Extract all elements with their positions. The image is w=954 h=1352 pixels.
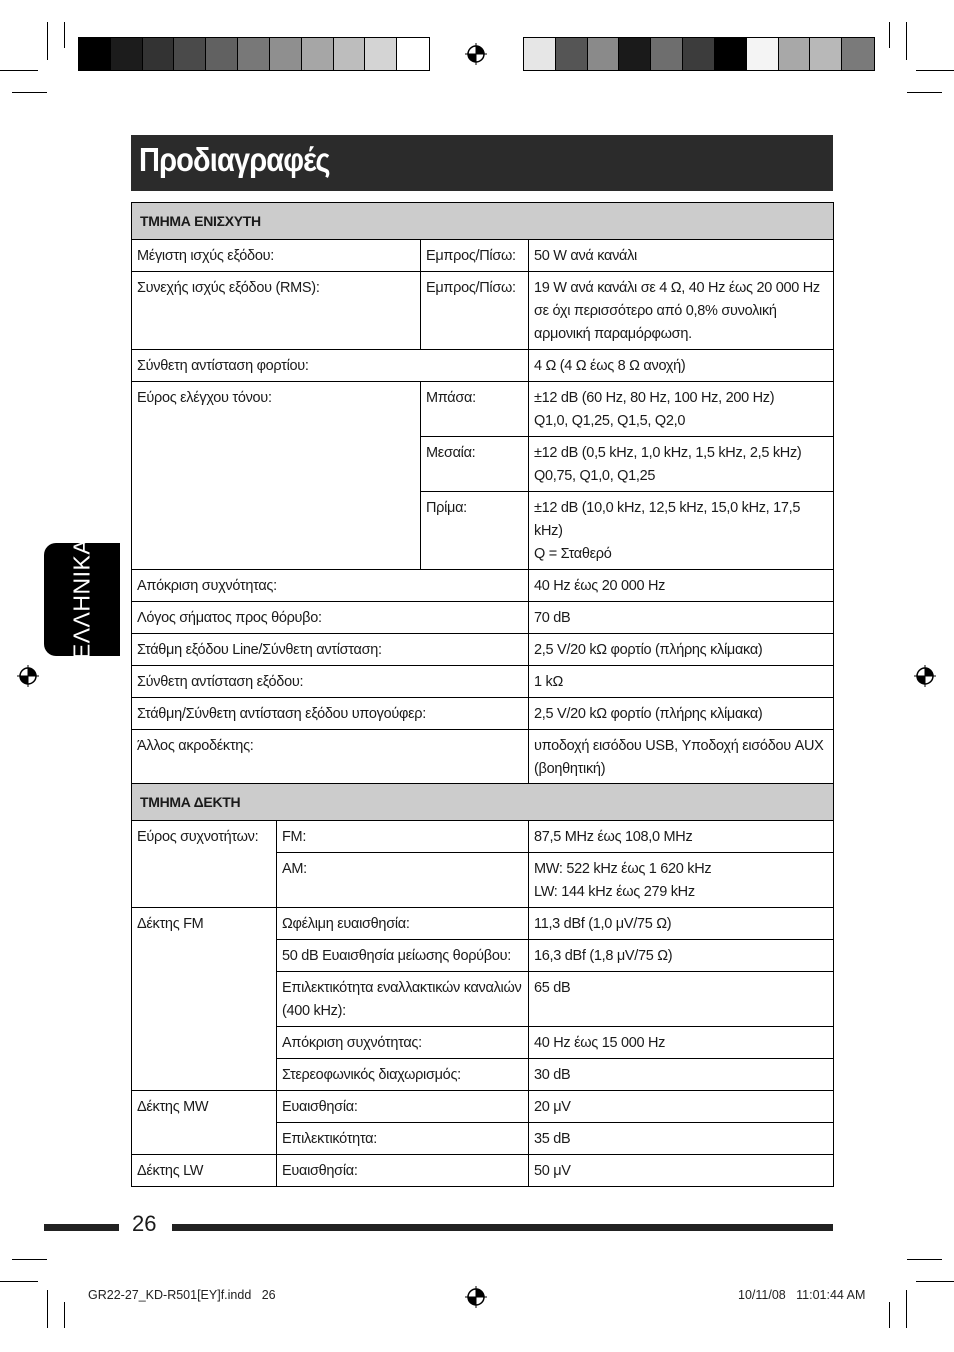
table-row	[132, 1091, 834, 1123]
spec-sublabel: Εμπρος/Πίσω:	[421, 272, 529, 350]
spec-value: 50 μV	[529, 1155, 834, 1187]
color-patch	[715, 38, 747, 70]
spec-label: Στάθμη εξόδου Line/Σύνθετη αντίσταση:	[132, 634, 529, 666]
registration-mark-icon	[914, 665, 936, 687]
spec-value: 19 W ανά κανάλι σε 4 Ω, 40 Hz έως 20 000 Hz σε όχι περισσότερο από 0,8% συνολική αρμονική παραμόρφωση.	[529, 272, 834, 350]
color-patch	[397, 38, 429, 70]
spec-value: 35 dB	[529, 1123, 834, 1155]
color-patch	[747, 38, 779, 70]
language-tab-label: ΕΛΛΗΝΙΚΑ	[68, 538, 95, 660]
spec-sublabel: AM:	[277, 853, 529, 908]
spec-value: MW: 522 kHz έως 1 620 kHz LW: 144 kHz έως 279 kHz	[529, 853, 834, 908]
spec-value: 70 dB	[529, 602, 834, 634]
spec-sublabel: 50 dB Ευαισθησία μείωσης θορύβου:	[277, 940, 529, 972]
date-slug: 10/11/08 11:01:44 AM	[738, 1288, 866, 1302]
color-patch	[683, 38, 715, 70]
spec-value: υποδοχή εισόδου USB, Υποδοχή εισόδου AUX (βοηθητική)	[529, 730, 834, 785]
amplifier-section-header: ΤΜΗΜΑ ΕΝΙΣΧΥΤΗ	[132, 203, 834, 240]
spec-value: 2,5 V/20 kΩ φορτίο (πλήρης κλίμακα)	[529, 698, 834, 730]
table-row	[132, 570, 834, 602]
spec-value: 40 Hz έως 20 000 Hz	[529, 570, 834, 602]
crop-mark	[906, 22, 907, 60]
file-slug: GR22-27_KD-R501[EY]f.indd 26	[88, 1288, 276, 1302]
spec-label: Λόγος σήματος προς θόρυβο:	[132, 602, 529, 634]
language-tab	[44, 538, 120, 660]
crop-mark	[47, 22, 48, 60]
registration-mark-icon	[465, 43, 487, 65]
color-patch	[842, 38, 874, 70]
spec-label: Δέκτης LW	[132, 1155, 277, 1187]
color-patch	[174, 38, 206, 70]
crop-mark	[906, 1290, 907, 1328]
registration-mark-icon	[465, 1286, 487, 1308]
color-patch	[524, 38, 556, 70]
spec-sublabel: Μπάσα:	[421, 382, 529, 437]
footer-rule-left	[44, 1224, 119, 1231]
spec-label: Δέκτης FM	[132, 908, 277, 1091]
spec-value: 4 Ω (4 Ω έως 8 Ω ανοχή)	[529, 350, 834, 382]
color-patch	[556, 38, 588, 70]
crop-mark	[916, 70, 954, 71]
spec-sublabel: Στερεοφωνικός διαχωρισμός:	[277, 1059, 529, 1091]
crop-mark	[64, 1302, 65, 1328]
crop-mark	[907, 92, 942, 93]
crop-mark	[916, 1281, 954, 1282]
crop-mark	[889, 22, 890, 48]
tuner-section-header: ΤΜΗΜΑ ΔΕΚΤΗ	[132, 784, 834, 821]
color-patch	[588, 38, 620, 70]
spec-value: 40 Hz έως 15 000 Hz	[529, 1027, 834, 1059]
color-patch	[651, 38, 683, 70]
spec-label: Εύρος συχνοτήτων:	[132, 821, 277, 908]
spec-sublabel: Μεσαία:	[421, 437, 529, 492]
spec-sublabel: Πρίμα:	[421, 492, 529, 570]
color-patch	[365, 38, 397, 70]
spec-sublabel: Ευαισθησία:	[277, 1091, 529, 1123]
spec-value: ±12 dB (10,0 kHz, 12,5 kHz, 15,0 kHz, 17,5 kHz) Q = Σταθερό	[529, 492, 834, 570]
spec-sublabel: FM:	[277, 821, 529, 853]
color-patch	[302, 38, 334, 70]
registration-mark-icon	[17, 665, 39, 687]
table-row	[132, 821, 834, 853]
spec-label: Απόκριση συχνότητας:	[132, 570, 529, 602]
color-patch	[238, 38, 270, 70]
table-row	[132, 730, 834, 785]
tuner-spec-table	[131, 783, 834, 1187]
spec-value: ±12 dB (60 Hz, 80 Hz, 100 Hz, 200 Hz) Q1,0, Q1,25, Q1,5, Q2,0	[529, 382, 834, 437]
spec-value: 11,3 dBf (1,0 μV/75 Ω)	[529, 908, 834, 940]
spec-value: ±12 dB (0,5 kHz, 1,0 kHz, 1,5 kHz, 2,5 kHz) Q0,75, Q1,0, Q1,25	[529, 437, 834, 492]
table-row	[132, 602, 834, 634]
spec-value: 30 dB	[529, 1059, 834, 1091]
spec-value: 16,3 dBf (1,8 μV/75 Ω)	[529, 940, 834, 972]
table-header-row	[132, 203, 834, 240]
color-patch	[206, 38, 238, 70]
color-patch	[143, 38, 175, 70]
spec-label: Εύρος ελέγχου τόνου:	[132, 382, 421, 570]
spec-sublabel: Επιλεκτικότητα:	[277, 1123, 529, 1155]
color-patch	[111, 38, 143, 70]
color-patch	[334, 38, 366, 70]
spec-label: Σύνθετη αντίσταση εξόδου:	[132, 666, 529, 698]
page-title: Προδιαγραφές	[139, 141, 330, 178]
table-row	[132, 698, 834, 730]
crop-mark	[889, 1302, 890, 1328]
spec-value: 50 W ανά κανάλι	[529, 240, 834, 272]
spec-value: 20 μV	[529, 1091, 834, 1123]
table-row	[132, 382, 834, 437]
color-patch	[270, 38, 302, 70]
amplifier-spec-table	[131, 202, 834, 785]
spec-value: 2,5 V/20 kΩ φορτίο (πλήρης κλίμακα)	[529, 634, 834, 666]
spec-value: 1 kΩ	[529, 666, 834, 698]
left-color-bar	[78, 37, 430, 71]
spec-label: Μέγιστη ισχύς εξόδου:	[132, 240, 421, 272]
spec-value: 65 dB	[529, 972, 834, 1027]
table-row	[132, 634, 834, 666]
spec-sublabel: Απόκριση συχνότητας:	[277, 1027, 529, 1059]
table-row	[132, 908, 834, 940]
page-title-bar	[131, 135, 833, 191]
page-number: 26	[132, 1211, 157, 1236]
spec-label: Στάθμη/Σύνθετη αντίσταση εξόδου υπογούφερ:	[132, 698, 529, 730]
table-row	[132, 240, 834, 272]
table-row	[132, 1155, 834, 1187]
spec-value: 87,5 MHz έως 108,0 MHz	[529, 821, 834, 853]
crop-mark	[12, 92, 47, 93]
table-row	[132, 350, 834, 382]
crop-mark	[64, 22, 65, 48]
color-patch	[810, 38, 842, 70]
crop-mark	[47, 1290, 48, 1328]
color-patch	[619, 38, 651, 70]
crop-mark	[12, 1259, 47, 1260]
spec-label: Συνεχής ισχύς εξόδου (RMS):	[132, 272, 421, 350]
right-color-bar	[523, 37, 875, 71]
table-row	[132, 272, 834, 350]
table-row	[132, 666, 834, 698]
spec-label: Άλλος ακροδέκτης:	[132, 730, 529, 785]
crop-mark	[0, 1281, 38, 1282]
spec-sublabel: Ευαισθησία:	[277, 1155, 529, 1187]
crop-mark	[907, 1259, 942, 1260]
spec-label: Δέκτης MW	[132, 1091, 277, 1155]
spec-sublabel: Επιλεκτικότητα εναλλακτικών καναλιών (400 kHz):	[277, 972, 529, 1027]
color-patch	[779, 38, 811, 70]
footer-rule-right	[172, 1224, 833, 1231]
spec-sublabel: Εμπρος/Πίσω:	[421, 240, 529, 272]
spec-sublabel: Ωφέλιμη ευαισθησία:	[277, 908, 529, 940]
spec-label: Σύνθετη αντίσταση φορτίου:	[132, 350, 529, 382]
crop-mark	[0, 70, 38, 71]
table-header-row	[132, 784, 834, 821]
color-patch	[79, 38, 111, 70]
